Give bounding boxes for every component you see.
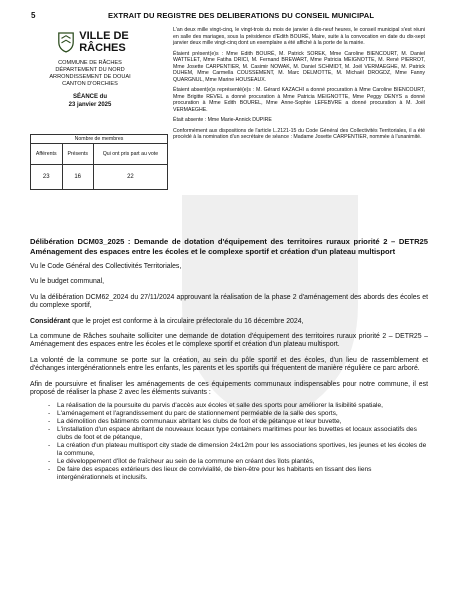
- members-table: [30, 134, 168, 190]
- list-item: - L'installation d'un espace abritant de nouveaux locaux type containers maritimes pour les buvettes et locaux associatifs des clubs de foot et de pétanque,: [48, 426, 428, 442]
- commune-line: ARRONDISSEMENT DE DOUAI: [49, 74, 131, 80]
- present-members: Étaient présent(e)s : Mme Edith BOURÉ, M. Patrick SOREK, Mme Caroline BIENCOURT, M. Daniel WATTELET, Mme Fatiha DRICI, M. Fernand BREWART, Mme Patricia MEIGNOTTE, M. René PIERROT, Mme Josette CARPENTIER, M. Casimir NOWAK, M. Daniel SCHMIDT, M. Joël VERMAEGHE, M. Patrick DUHEM, Mme Carmella COUSSEMENT, M. Marc DELMOTTE, M. Michaël DROGDZ, Mme Fanny QUARGNUL, Mme Marine HOUSEAUX.: [173, 50, 425, 83]
- logo-line-2: RÂCHES: [79, 42, 126, 54]
- seance-label: SÉANCE du: [72, 94, 107, 100]
- represented-members: Étaient absent(e)s représenté(e)s : M. Gérard KAZACHI a donné procuration à Mme Caroline BIENCOURT, Mme Brigitte REVEL a donné procuration à Mme Patricia MEIGNOTTE, Mme Peggy DENYS a donné procuration à Mme Edith BOUREL, Mme Anne-Sophie LEFEBVRE a donné procuration à M. Joël VERMAEGHE.: [173, 87, 425, 113]
- phase-2-list: [48, 402, 428, 482]
- list-item: - La réalisation de la poursuite du parvis d'accès aux écoles et salle des sports pour améliorer la lisibilité spatiale,: [48, 402, 428, 410]
- considerant-keyword: Considérant: [30, 317, 71, 325]
- seance-date: 23 janvier 2025: [68, 101, 112, 108]
- commune-line: COMMUNE DE RÂCHES: [58, 60, 122, 66]
- commune-line: CANTON D'ORCHIES: [62, 81, 118, 87]
- city-logo: [36, 30, 150, 54]
- members-header: Présents: [62, 144, 93, 165]
- body-paragraph: Afin de poursuivre et finaliser les aménagements de ces équipements communaux indispensables pour notre commune, il est proposé de réaliser la phase 2 avec les éléments suivants :: [30, 380, 428, 397]
- considerant-text: que le projet est conforme à la circulaire préfectorale du 16 décembre 2024,: [70, 317, 304, 325]
- considerant-line: [30, 318, 428, 326]
- page-number: 5: [31, 11, 36, 20]
- members-table-caption: Nombre de membres: [31, 135, 168, 144]
- intro-paragraph: L'an deux mille vingt-cinq, le vingt-trois du mois de janvier à dix-neuf heures, le conseil municipal s'est réuni en salle des mariages, sous la présidence d'Edith BOURÉ, Maire, suite à la convocation en date du dix-sept janvier deux mille vingt-cinq dont un exemplaire a été affiché à la porte de la mairie.: [173, 27, 425, 46]
- deliberation-heading: Délibération DCM03_2025 : Demande de dotation d'équipement des territoires ruraux priorité 2 – DETR25 Aménagement des espaces entre les écoles et le complexe sportif et création d'un plateau multisport: [30, 237, 428, 256]
- list-item: - Le développement d'îlot de fraîcheur au sein de la commune en créant des îlots plantés,: [48, 458, 428, 466]
- list-item: - La démolition des bâtiments communaux abritant les clubs de foot et de pétanque et leur buvette,: [48, 418, 428, 426]
- secretary-paragraph: Conformément aux dispositions de l'article L.2121-15 du Code Général des Collectivités Territoriales, il a été procédé à la nomination d'un secrétaire de séance : Madame Josette CARPENTIER, nommée à l'unanimité.: [173, 127, 425, 140]
- list-item: - De faire des espaces extérieurs des lieux de convivialité, de bien-être pour les habitants en tissant des liens intergénérationnels et inclusifs.: [48, 466, 428, 482]
- members-header: Qui ont pris part au vote: [93, 144, 167, 165]
- municipal-info: [30, 30, 150, 109]
- vu-line: Vu le Code Général des Collectivités Territoriales,: [30, 263, 182, 270]
- vu-line: Vu la délibération DCM62_2024 du 27/11/2024 approuvant la réalisation de la phase 2 d'aménagement des abords des écoles et du complexe sportif,: [30, 293, 428, 310]
- body-paragraph: La volonté de la commune se porte sur la création, au sein du pôle sportif et des écoles, d'un lieu de rassemblement et d'échanges intergénérationnels entre les enfants, les parents et les sportifs qui fréquentent de manière régulière ce parc arboré.: [30, 356, 428, 373]
- body-paragraph: La commune de Râches souhaite solliciter une demande de dotation d'équipement des territoires ruraux priorité 2 – DETR25 – Aménagement des espaces entre les écoles et le complexe sportif et création d'un plateau multisport.: [30, 333, 428, 349]
- seance-date-block: [30, 94, 150, 109]
- members-value: 16: [62, 165, 93, 190]
- commune-line: DÉPARTEMENT DU NORD: [55, 67, 125, 73]
- members-value: 23: [31, 165, 63, 190]
- attendance-block: [173, 27, 425, 145]
- vu-line: Vu le budget communal,: [30, 278, 105, 286]
- logo-line-1: VILLE DE: [79, 30, 129, 42]
- list-item: - L'aménagement et l'agrandissement du parc de stationnement perméable de la salle des sports,: [48, 410, 428, 418]
- list-item: - La création d'un plateau multisport city stade de dimension 24x12m pour les associations sportives, les jeunes et les écoles de la commune,: [48, 442, 428, 458]
- crest-icon: [57, 31, 75, 53]
- members-header: Afférents: [31, 144, 63, 165]
- header-title: EXTRAIT DU REGISTRE DES DELIBERATIONS DU CONSEIL MUNICIPAL: [108, 11, 375, 20]
- members-value: 22: [93, 165, 167, 190]
- absent-members: Était absente : Mme Marie-Annick DUPIRE: [173, 117, 272, 123]
- deliberation-body: [30, 237, 428, 482]
- commune-info: [30, 60, 150, 88]
